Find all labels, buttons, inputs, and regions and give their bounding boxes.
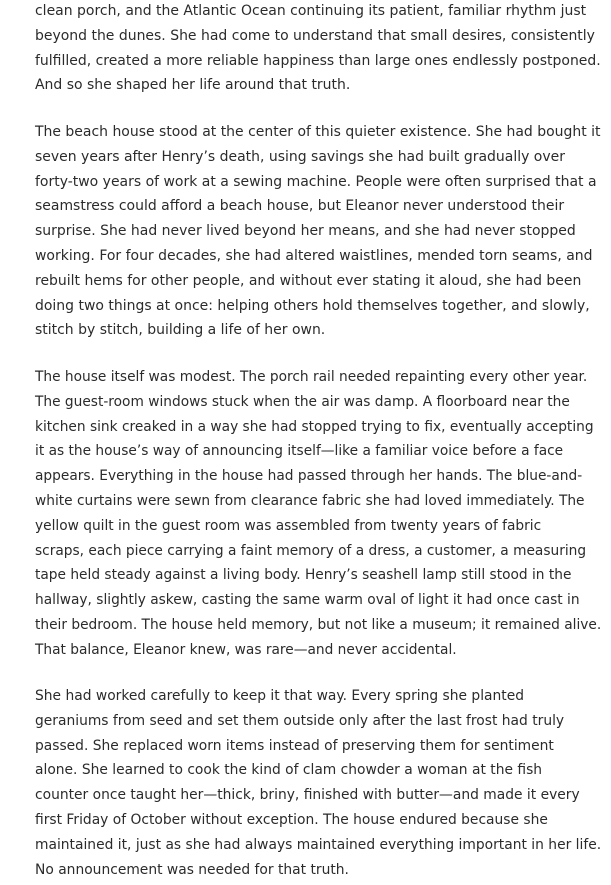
text-line: counter once taught her—thick, briny, finished with butter—and made it every [35,787,580,804]
text-line: She had worked carefully to keep it that way. Every spring she planted [35,688,525,704]
text-line: stitch by stitch, building a life of her own. [35,322,326,339]
text-line: kitchen sink creaked in a way she had stopped trying to fix, eventually accepting [35,418,594,435]
text-line: geraniums from seed and set them outside only after the last frost had truly [35,712,565,729]
text-line: forty-two years of work at a sewing machine. People were often surprised that a [35,173,597,190]
text-line: The beach house stood at the center of this quieter existence. She had bought it [35,124,601,140]
text-line: tape held steady against a living body. Henry’s seashell lamp still stood in the [35,567,572,584]
text-line: surprise. She had never lived beyond her means, and she had never stopped [35,223,576,240]
text-line: beyond the dunes. She had come to understand that small desires, consistently [35,27,595,44]
text-line: clean porch, and the Atlantic Ocean continuing its patient, familiar rhythm just [35,3,587,19]
text-line: That balance, Eleanor knew, was rare—and never accidental. [35,641,457,658]
text-line: appears. Everything in the house had passed through her hands. The blue-and- [35,468,583,485]
text-line: seven years after Henry’s death, using savings she had built gradually over [35,148,565,165]
text-line: fulfilled, created a more reliable happiness than large ones endlessly postponed. [35,52,601,69]
text-line: working. For four decades, she had altered waistlines, mended torn seams, and [35,247,593,264]
text-line: hallway, slightly askew, casting the same warm oval of light it had once cast in [35,592,580,609]
text-line: doing two things at once: helping others hold themselves together, and slowly, [35,297,590,314]
text-line: seamstress could afford a beach house, but Eleanor never understood their [35,198,565,215]
paragraph-4 [35,684,611,882]
text-line: scraps, each piece carrying a faint memory of a dress, a customer, a measuring [35,542,587,559]
text-line: The guest-room windows stuck when the air was damp. A floorboard near the [35,393,570,410]
paragraph-2 [35,120,611,343]
text-line: first Friday of October without exception. The house endured because she [35,811,548,828]
text-line: their bedroom. The house held memory, but not like a museum; it remained alive. [35,616,602,633]
text-line: And so she shaped her life around that truth. [35,77,351,94]
text-line: No announcement was needed for that truth. [35,861,349,878]
text-line: passed. She replaced worn items instead of preserving them for sentiment [35,737,554,754]
text-line: maintained it, just as she had always maintained everything important in her life. [35,836,602,853]
paragraph-1 [35,0,611,98]
text-line: rebuilt hems for other people, and without ever stating it aloud, she had been [35,272,582,289]
text-line: it as the house’s way of announcing itself—like a familiar voice before a face [35,443,564,460]
text-line: white curtains were sewn from clearance fabric she had loved immediately. The [35,492,585,509]
text-line: alone. She learned to cook the kind of clam chowder a woman at the fish [35,762,543,779]
paragraph-3 [35,365,611,663]
text-line: The house itself was modest. The porch rail needed repainting every other year. [35,369,588,385]
text-line: yellow quilt in the guest room was assembled from twenty years of fabric [35,517,542,534]
